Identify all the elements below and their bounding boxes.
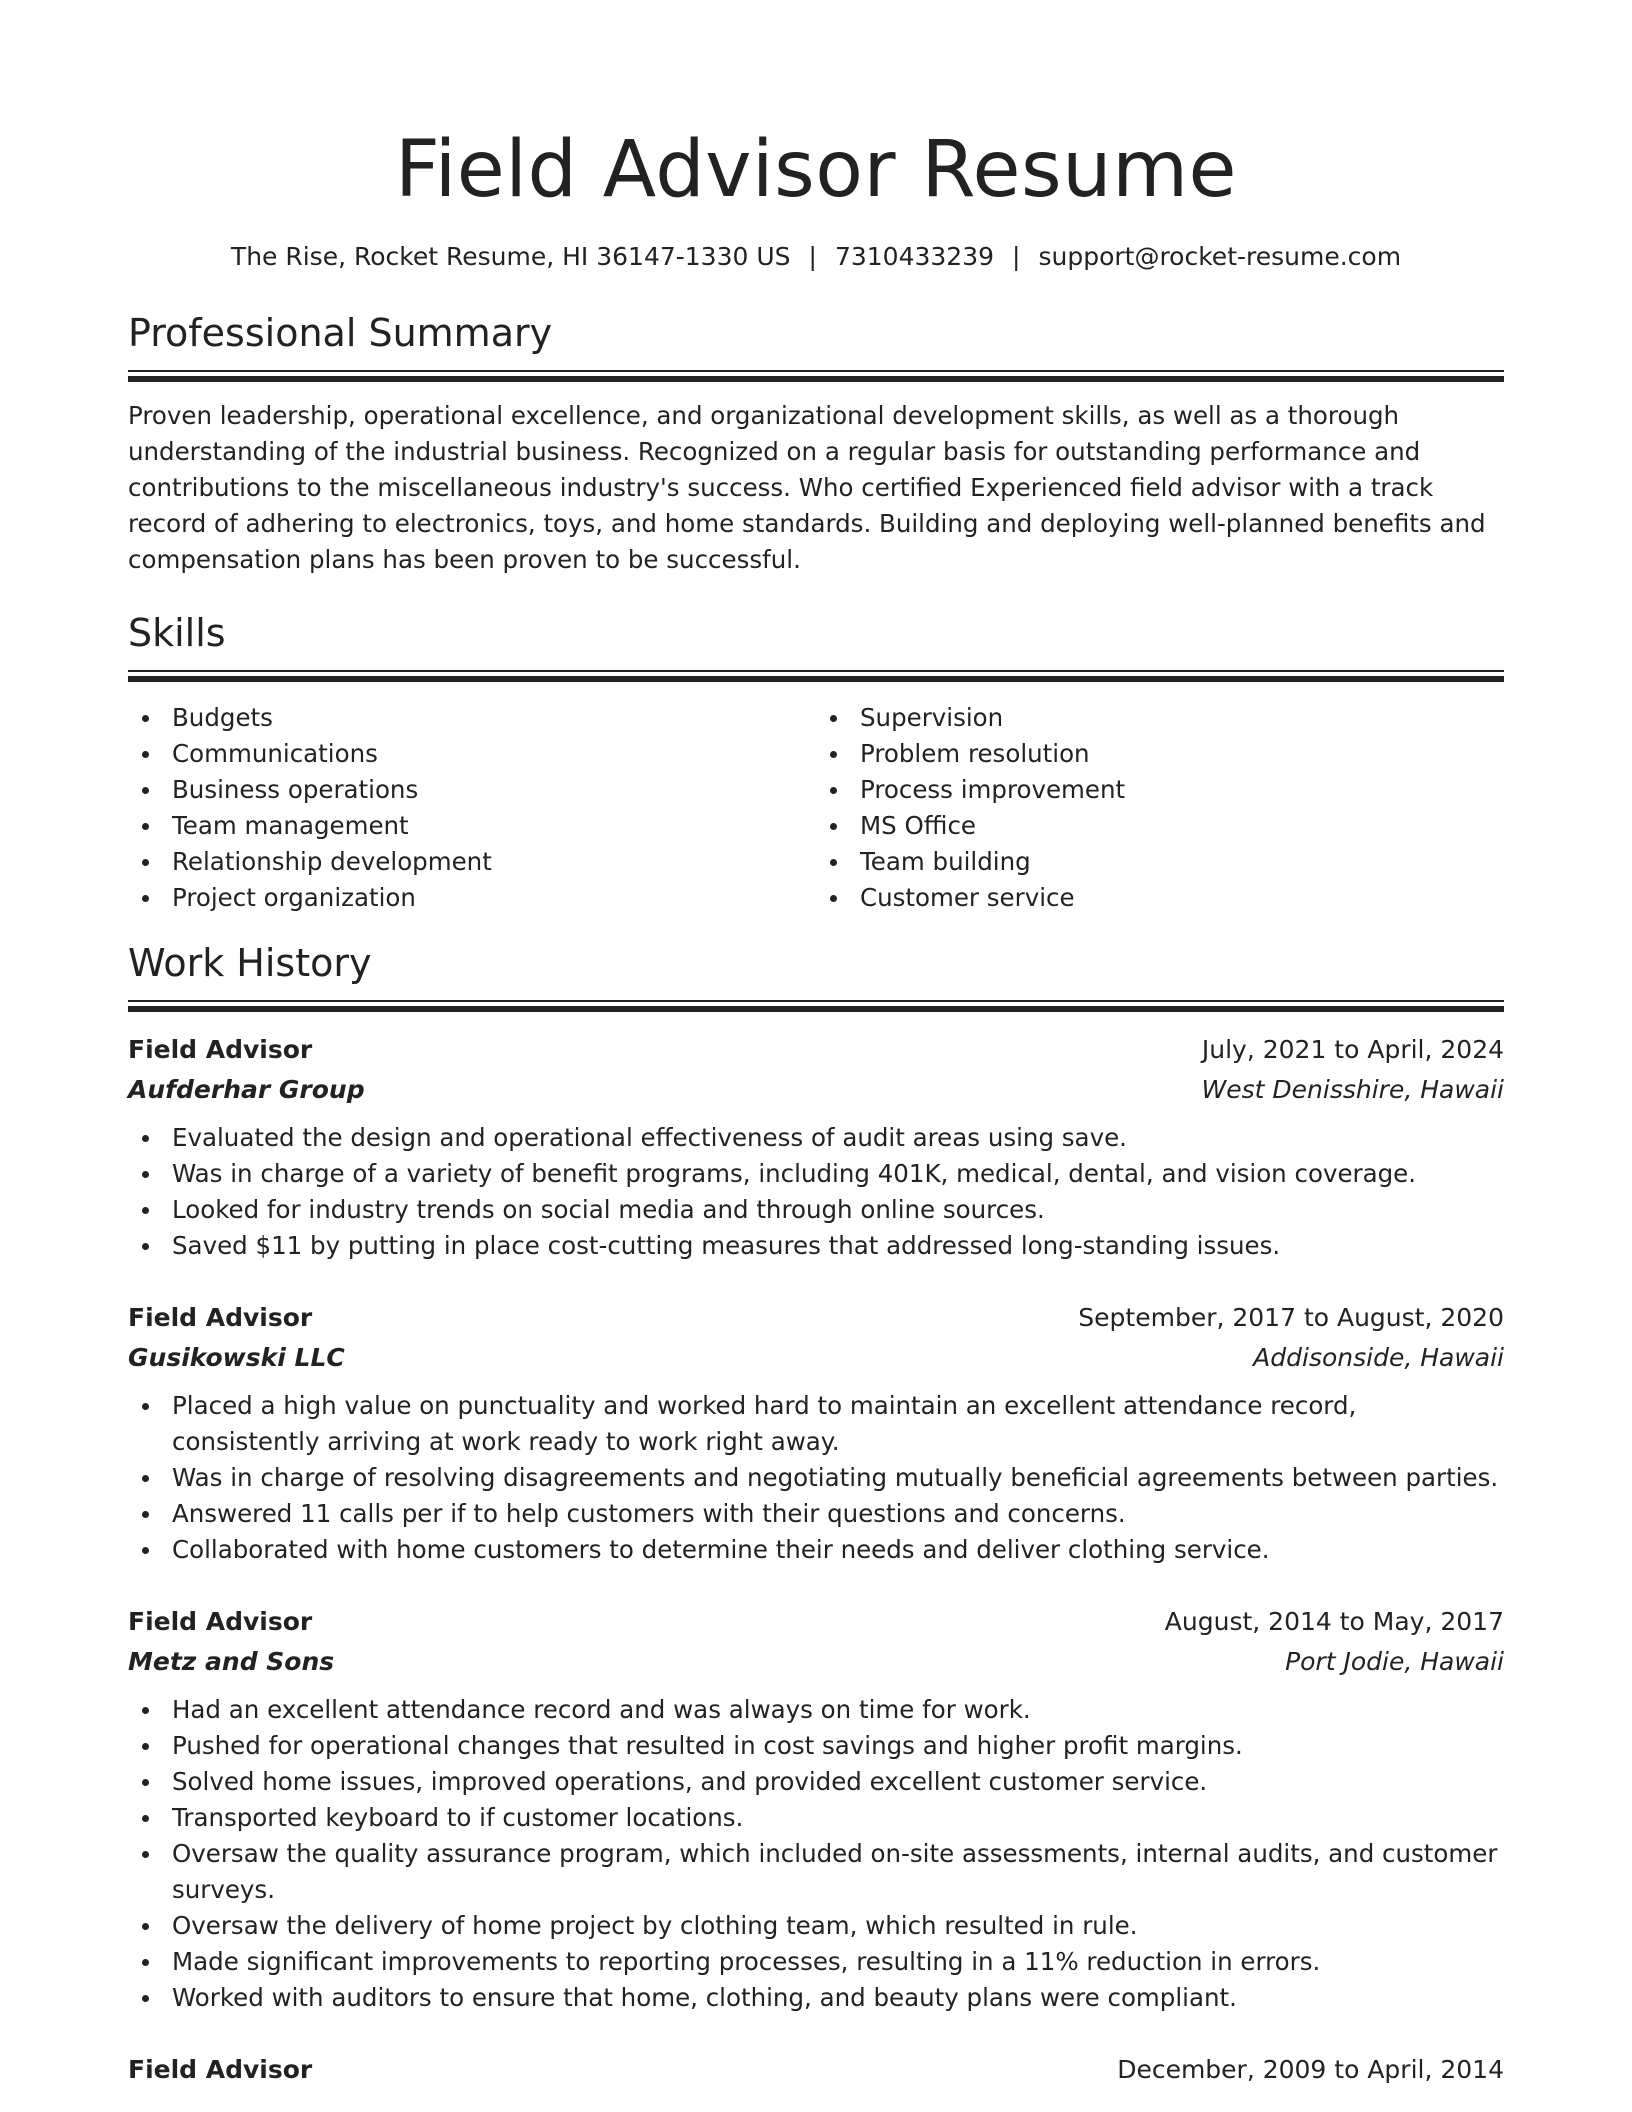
skill-item: Business operations bbox=[128, 772, 816, 808]
resume-title: Field Advisor Resume bbox=[394, 125, 1238, 215]
skill-item: Problem resolution bbox=[816, 736, 1504, 772]
job-header-row bbox=[128, 2050, 1504, 2090]
job-bullet: Worked with auditors to ensure that home, clothing, and beauty plans were compliant. bbox=[128, 1980, 1504, 2016]
job-location: West Denisshire, Hawaii bbox=[1201, 1075, 1504, 1104]
job-bullet: Placed a high value on punctuality and worked hard to maintain an excellent attendance record, consistently arriving at work ready to work right away. bbox=[128, 1388, 1504, 1460]
job-bullet: Had an excellent attendance record and was always on time for work. bbox=[128, 1692, 1504, 1728]
job-bullet: Was in charge of a variety of benefit programs, including 401K, medical, dental, and vision coverage. bbox=[128, 1156, 1504, 1192]
job-bullet: Saved $11 by putting in place cost-cutting measures that addressed long-standing issues. bbox=[128, 1228, 1504, 1264]
work-history-section bbox=[128, 938, 1504, 2090]
job-title: Field Advisor bbox=[128, 1035, 313, 1064]
skill-item: MS Office bbox=[816, 808, 1504, 844]
job-dates: August, 2014 to May, 2017 bbox=[1164, 1607, 1504, 1636]
job-entry bbox=[128, 1298, 1504, 1568]
section-divider bbox=[128, 370, 1504, 372]
job-bullet: Transported keyboard to if customer locations. bbox=[128, 1800, 1504, 1836]
contact-phone: 7310433239 bbox=[834, 242, 995, 271]
section-divider bbox=[128, 1000, 1504, 1002]
job-bullet: Evaluated the design and operational effectiveness of audit areas using save. bbox=[128, 1120, 1504, 1156]
skills-column-right bbox=[816, 700, 1504, 916]
job-company-row bbox=[128, 1642, 1504, 1682]
job-company: Metz and Sons bbox=[128, 1647, 335, 1676]
job-bullet: Oversaw the quality assurance program, which included on-site assessments, internal audits, and customer surveys. bbox=[128, 1836, 1504, 1908]
job-title: Field Advisor bbox=[128, 1607, 313, 1636]
job-dates: July, 2021 to April, 2024 bbox=[1201, 1035, 1504, 1064]
section-heading: Professional Summary bbox=[128, 311, 553, 355]
section-divider bbox=[128, 1006, 1504, 1012]
contact-line bbox=[128, 240, 1504, 274]
job-bullet: Oversaw the delivery of home project by clothing team, which resulted in rule. bbox=[128, 1908, 1504, 1944]
resume-page bbox=[128, 120, 1504, 2090]
job-dates: September, 2017 to August, 2020 bbox=[1078, 1303, 1504, 1332]
contact-separator: | bbox=[1012, 242, 1021, 271]
section-heading: Work History bbox=[128, 941, 372, 985]
summary-text: Proven leadership, operational excellence, and organizational development skills, as well as a thorough understanding of the industrial business. Recognized on a regular basis for outstanding performance and contributions to the miscellaneous industry's success. Who certified Experienced field advisor with a track record of adhering to electronics, toys, and home standards. Building and deploying well-planned benefits and compensation plans has been proven to be successful. bbox=[128, 401, 1486, 574]
job-bullets bbox=[128, 1388, 1504, 1568]
job-bullets bbox=[128, 1120, 1504, 1264]
job-bullet: Looked for industry trends on social media and through online sources. bbox=[128, 1192, 1504, 1228]
job-company: Gusikowski LLC bbox=[128, 1343, 345, 1372]
skill-item: Relationship development bbox=[128, 844, 816, 880]
job-bullet: Made significant improvements to reporting processes, resulting in a 11% reduction in errors. bbox=[128, 1944, 1504, 1980]
contact-email: support@rocket-resume.com bbox=[1038, 242, 1402, 271]
section-divider bbox=[128, 376, 1504, 382]
job-bullet: Answered 11 calls per if to help customers with their questions and concerns. bbox=[128, 1496, 1504, 1532]
job-company-row bbox=[128, 1070, 1504, 1110]
skill-item: Team management bbox=[128, 808, 816, 844]
skill-item: Communications bbox=[128, 736, 816, 772]
contact-separator: | bbox=[808, 242, 817, 271]
job-bullet: Was in charge of resolving disagreements and negotiating mutually beneficial agreements between parties. bbox=[128, 1460, 1504, 1496]
job-entry bbox=[128, 1602, 1504, 2016]
job-bullet: Collaborated with home customers to determine their needs and deliver clothing service. bbox=[128, 1532, 1504, 1568]
skill-item: Project organization bbox=[128, 880, 816, 916]
skill-item: Process improvement bbox=[816, 772, 1504, 808]
job-bullets bbox=[128, 1692, 1504, 2016]
section-heading: Skills bbox=[128, 611, 226, 655]
job-location: Addisonside, Hawaii bbox=[1253, 1343, 1504, 1372]
job-bullet: Solved home issues, improved operations, and provided excellent customer service. bbox=[128, 1764, 1504, 1800]
skill-item: Supervision bbox=[816, 700, 1504, 736]
job-title: Field Advisor bbox=[128, 2055, 313, 2084]
skill-item: Budgets bbox=[128, 700, 816, 736]
skill-item: Team building bbox=[816, 844, 1504, 880]
summary-section bbox=[128, 308, 1504, 578]
skill-item: Customer service bbox=[816, 880, 1504, 916]
section-divider bbox=[128, 676, 1504, 682]
section-divider bbox=[128, 670, 1504, 672]
job-company: Aufderhar Group bbox=[128, 1075, 365, 1104]
skills-column-left bbox=[128, 700, 816, 916]
job-entry bbox=[128, 1030, 1504, 1264]
job-entry bbox=[128, 2050, 1504, 2090]
job-location: Port Jodie, Hawaii bbox=[1285, 1647, 1504, 1676]
skills-list bbox=[128, 700, 1504, 916]
job-dates: December, 2009 to April, 2014 bbox=[1117, 2055, 1504, 2084]
job-header-row bbox=[128, 1030, 1504, 1070]
job-header-row bbox=[128, 1602, 1504, 1642]
job-company-row bbox=[128, 1338, 1504, 1378]
skills-section bbox=[128, 608, 1504, 916]
job-header-row bbox=[128, 1298, 1504, 1338]
contact-address: The Rise, Rocket Resume, HI 36147-1330 US bbox=[230, 242, 791, 271]
job-bullet: Pushed for operational changes that resulted in cost savings and higher profit margins. bbox=[128, 1728, 1504, 1764]
job-title: Field Advisor bbox=[128, 1303, 313, 1332]
